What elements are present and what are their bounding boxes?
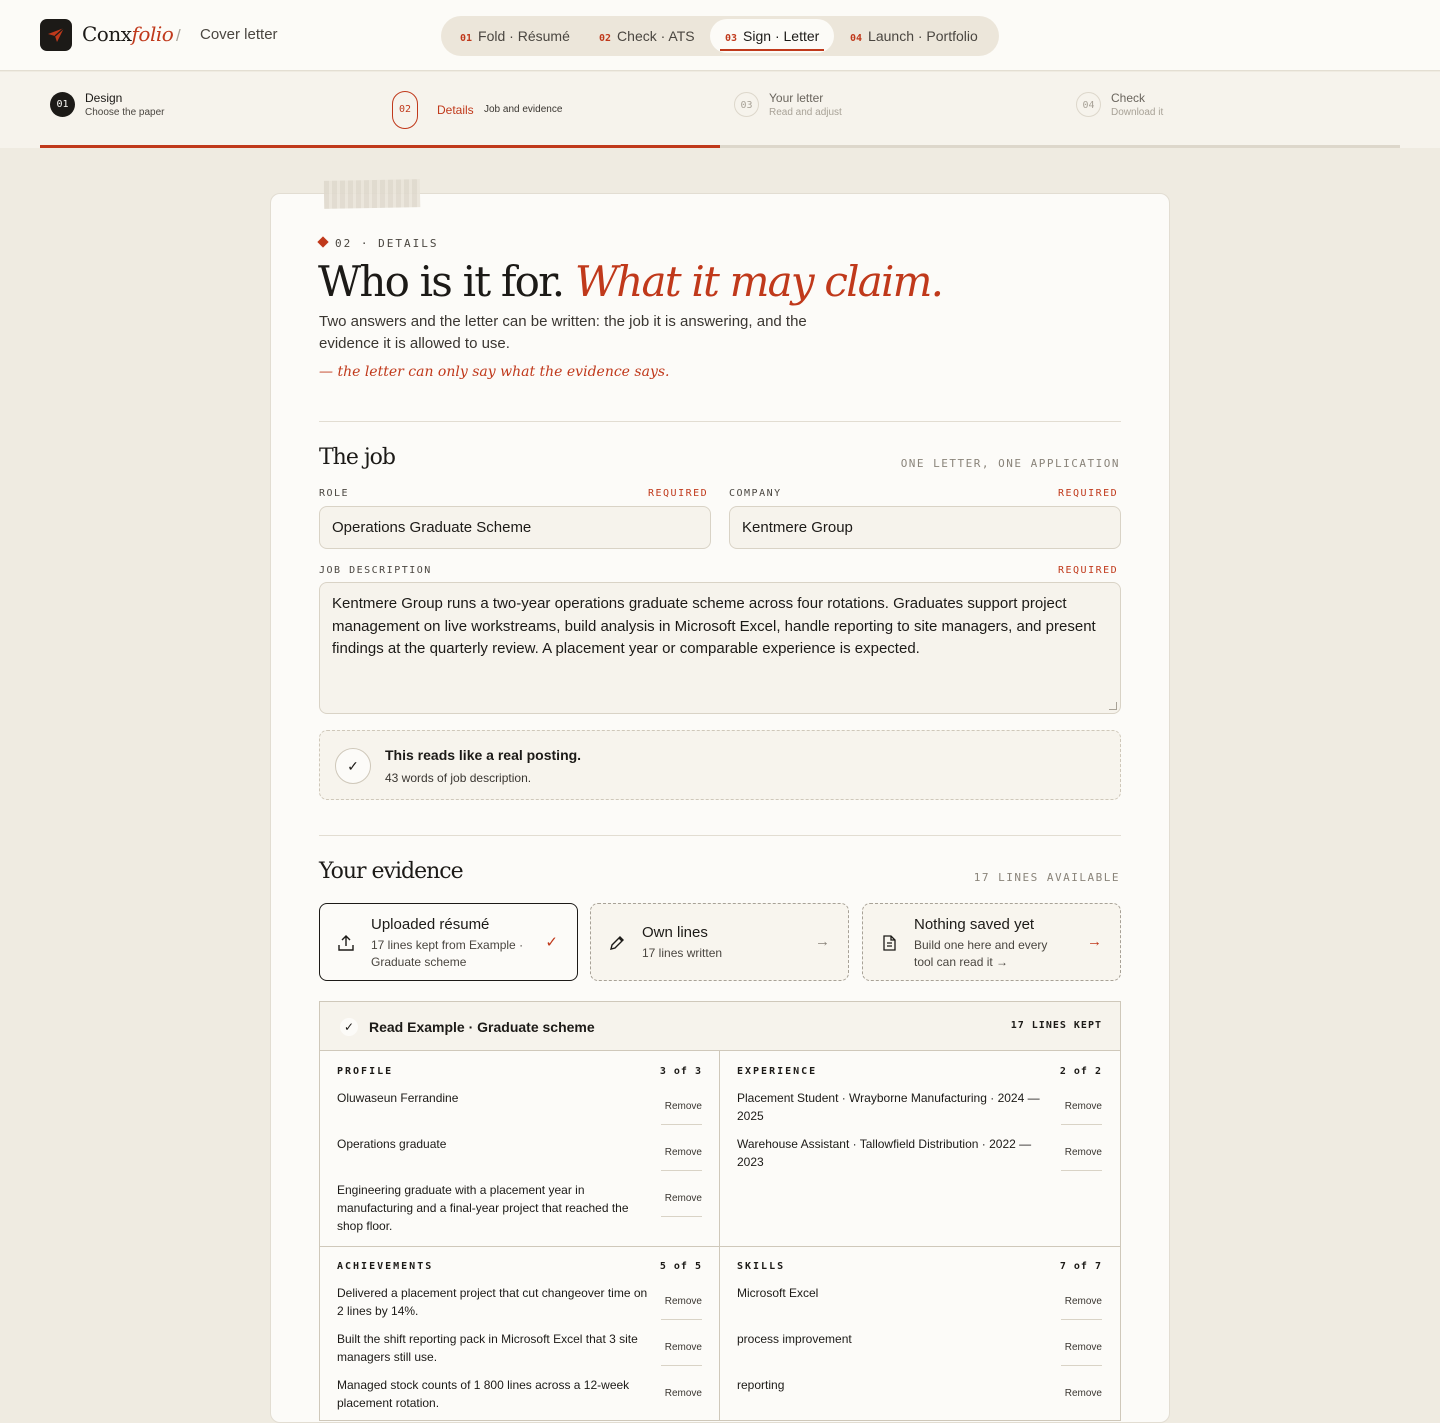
step-subtitle: Download it	[1111, 107, 1164, 118]
arrow-right-icon: →	[1087, 933, 1102, 950]
group-count: 5 of 5	[659, 1261, 702, 1272]
job-description-label: JOB DESCRIPTION	[319, 565, 432, 576]
active-tab-underline	[720, 49, 824, 51]
remove-button[interactable]: Remove	[1064, 1388, 1102, 1399]
evidence-kept-count: 17 LINES KEPT	[1010, 1020, 1102, 1031]
tool-tab-number: 01	[460, 33, 473, 44]
check-icon: ✓	[545, 934, 558, 951]
source-own-lines[interactable]	[590, 903, 849, 981]
remove-button[interactable]: Remove	[664, 1101, 702, 1112]
remove-button[interactable]: Remove	[664, 1342, 702, 1353]
remove-button[interactable]: Remove	[1064, 1101, 1102, 1112]
tool-switcher	[441, 16, 999, 56]
evidence-read-title: Read Example · Graduate scheme	[369, 1019, 595, 1035]
remove-button[interactable]: Remove	[664, 1296, 702, 1307]
row-divider	[320, 1246, 1120, 1247]
evidence-line-text: Delivered a placement project that cut changeover time on 2 lines by 14%.	[337, 1286, 648, 1318]
evidence-section-title: Your evidence	[319, 859, 463, 884]
tool-tab-resume[interactable]	[460, 19, 570, 53]
remove-underline	[1061, 1365, 1102, 1366]
evidence-panel-header	[320, 1002, 1120, 1051]
breadcrumb-separator: /	[176, 26, 181, 45]
job-description-required: REQUIRED	[1058, 565, 1119, 576]
stepper-progress-track	[40, 145, 1400, 148]
evidence-line-text: Managed stock counts of 1 800 lines across a 12-week placement rotation.	[337, 1378, 630, 1410]
evidence-line-text: Oluwaseun Ferrandine	[337, 1091, 459, 1105]
title-italic: What it may claim.	[574, 257, 943, 306]
tool-tab-letter[interactable]	[710, 19, 834, 53]
document-icon	[880, 934, 898, 952]
remove-underline	[661, 1170, 702, 1171]
step-number: 01	[50, 92, 75, 117]
upload-icon	[337, 934, 355, 952]
group-count: 2 of 2	[1059, 1066, 1102, 1077]
job-section-meta: ONE LETTER, ONE APPLICATION	[900, 457, 1120, 470]
remove-underline	[1061, 1170, 1102, 1171]
step-subtitle: Choose the paper	[85, 107, 165, 118]
remove-button[interactable]: Remove	[664, 1388, 702, 1399]
group-count: 3 of 3	[659, 1066, 702, 1077]
step-title: Check	[1111, 91, 1146, 105]
group-title: PROFILE	[337, 1066, 394, 1077]
group-title: EXPERIENCE	[737, 1066, 818, 1077]
step-number: 04	[1076, 92, 1101, 117]
company-input[interactable]: Kentmere Group	[729, 506, 1121, 549]
remove-underline	[1061, 1124, 1102, 1125]
evidence-line-text: Built the shift reporting pack in Microsoft Excel that 3 site managers still use.	[337, 1332, 638, 1364]
page-lede: Two answers and the letter can be written: the job it is answering, and the evidence it is allowed to use.	[319, 313, 807, 352]
step-subtitle: Read and adjust	[769, 107, 842, 118]
remove-underline	[661, 1124, 702, 1125]
evidence-line-text: process improvement	[737, 1332, 852, 1346]
tape-decoration	[324, 179, 420, 209]
check-icon: ✓	[340, 1018, 358, 1036]
evidence-line-text: Operations graduate	[337, 1137, 447, 1151]
diamond-icon	[317, 236, 328, 247]
tool-tab-label: Sign · Letter	[743, 28, 820, 44]
source-uploaded-resume[interactable]	[319, 903, 578, 981]
source-subtitle: 17 lines written	[642, 946, 723, 960]
remove-button[interactable]: Remove	[664, 1147, 702, 1158]
evidence-line-text: Microsoft Excel	[737, 1286, 819, 1300]
company-required: REQUIRED	[1058, 488, 1119, 499]
source-title: Uploaded résumé	[371, 916, 490, 933]
group-count: 7 of 7	[1059, 1261, 1102, 1272]
job-description-text: Kentmere Group runs a two-year operations graduate scheme across four rotations. Graduates support project management on live workstreams, build analysis in Microsoft Excel, handle reporting to site managers, and present findings at the quarterly review. A placement year or comparable experience is expected.	[332, 595, 1096, 657]
job-description-textarea[interactable]	[319, 582, 1121, 714]
brand-name-accent: folio	[131, 22, 174, 46]
remove-underline	[661, 1365, 702, 1366]
stepper	[0, 72, 1440, 148]
section-eyebrow	[319, 237, 438, 250]
divider	[319, 421, 1121, 422]
title-plain: Who is it for.	[318, 257, 564, 306]
evidence-line-text: Engineering graduate with a placement year in manufacturing and a final-year project that reached the shop floor.	[337, 1183, 629, 1233]
posting-check	[319, 730, 1121, 800]
step-number: 03	[734, 92, 759, 117]
stepper-progress-fill	[40, 145, 720, 148]
step-title: Details	[437, 103, 474, 117]
eyebrow-text: 02 · DETAILS	[335, 237, 439, 250]
role-required: REQUIRED	[648, 488, 709, 499]
remove-button[interactable]: Remove	[1064, 1342, 1102, 1353]
source-subtitle: Build one here and every tool can read it →	[914, 938, 1048, 969]
divider	[319, 835, 1121, 836]
step-title: Design	[85, 91, 123, 105]
group-title: ACHIEVEMENTS	[337, 1261, 434, 1272]
job-section-title: The job	[319, 445, 396, 470]
step-number: 02	[392, 91, 418, 129]
remove-button[interactable]: Remove	[1064, 1147, 1102, 1158]
handwritten-note: — the letter can only say what the evidence says.	[319, 364, 670, 380]
step-subtitle: Job and evidence	[484, 104, 563, 115]
top-bar	[0, 0, 1440, 71]
role-input[interactable]: Operations Graduate Scheme	[319, 506, 711, 549]
brand-name-main: Conx	[82, 22, 132, 46]
column-divider	[719, 1051, 720, 1421]
tool-tab-label: Check · ATS	[617, 28, 695, 44]
pencil-icon	[608, 934, 626, 952]
posting-check-title: This reads like a real posting.	[385, 747, 582, 763]
breadcrumb-current: Cover letter	[200, 26, 278, 43]
source-title: Own lines	[642, 924, 708, 941]
remove-underline	[661, 1216, 702, 1217]
tool-tab-number: 03	[725, 33, 738, 44]
page-title	[318, 257, 942, 306]
remove-underline	[661, 1319, 702, 1320]
posting-check-text: 43 words of job description.	[385, 771, 532, 785]
tool-tab-number: 04	[850, 33, 863, 44]
resize-handle-icon[interactable]	[1109, 702, 1117, 710]
company-label: COMPANY	[729, 488, 782, 499]
tool-tab-label: Launch · Portfolio	[868, 28, 978, 44]
remove-button[interactable]: Remove	[1064, 1296, 1102, 1307]
source-title: Nothing saved yet	[914, 916, 1035, 933]
remove-button[interactable]: Remove	[664, 1193, 702, 1204]
source-subtitle: 17 lines kept from Example · Graduate scheme	[371, 938, 524, 969]
evidence-line-text: reporting	[737, 1378, 785, 1392]
brand-name[interactable]	[82, 22, 173, 46]
step-title: Your letter	[769, 91, 824, 105]
evidence-line-text: Placement Student · Wrayborne Manufacturing · 2024 — 2025	[737, 1091, 1040, 1123]
evidence-line-text: Warehouse Assistant · Tallowfield Distribution · 2022 — 2023	[737, 1137, 1032, 1169]
evidence-panel	[319, 1001, 1121, 1421]
check-icon: ✓	[335, 748, 371, 784]
source-nothing-saved[interactable]	[862, 903, 1121, 981]
remove-underline	[1061, 1319, 1102, 1320]
tool-tab-label: Fold · Résumé	[478, 28, 570, 44]
role-label: ROLE	[319, 488, 350, 499]
group-title: SKILLS	[737, 1261, 786, 1272]
logo-icon[interactable]	[40, 19, 72, 51]
tool-tab-portfolio[interactable]	[850, 19, 978, 53]
evidence-section-meta: 17 LINES AVAILABLE	[973, 871, 1120, 884]
arrow-right-icon: →	[815, 933, 830, 950]
tool-tab-ats[interactable]	[599, 19, 695, 53]
tool-tab-number: 02	[599, 33, 612, 44]
